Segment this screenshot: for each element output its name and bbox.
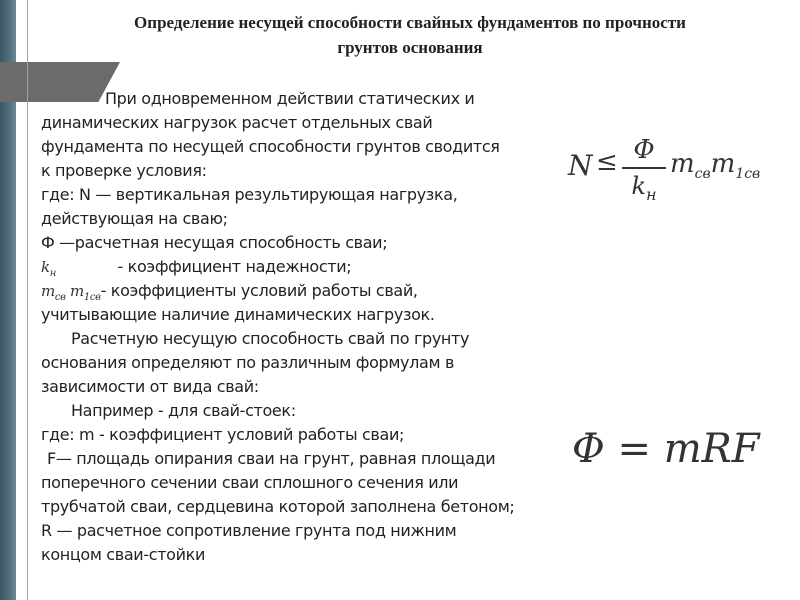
text-line-kn bbox=[41, 255, 541, 279]
text-line: основания определяют по различным формулам в bbox=[41, 353, 455, 372]
text-line: F— площадь опирания сваи на грунт, равная площади bbox=[47, 449, 496, 468]
text-line: где: m - коэффициент условий работы сваи; bbox=[41, 425, 405, 444]
text-line: Расчетную несущую способность свай по грунту bbox=[71, 329, 470, 348]
text-line: зависимости от вида свай: bbox=[41, 377, 259, 396]
m-symbols: $m_{св}$ $m_{1св}$ bbox=[41, 282, 101, 303]
text-line: При одновременном действии статических и bbox=[105, 89, 475, 108]
text-line: действующая на сваю; bbox=[41, 209, 228, 228]
formula-relation: ≤ bbox=[596, 147, 618, 177]
text-line: фундамента по несущей способности грунтов сводится bbox=[41, 137, 500, 156]
text-line-m bbox=[41, 279, 541, 303]
text-line: R — расчетное сопротивление грунта под нижним bbox=[41, 521, 457, 540]
title-line-1: Определение несущей способности свайных фундаментов по прочности bbox=[134, 13, 686, 32]
kn-description: - коэффициент надежности; bbox=[117, 257, 352, 276]
text-line: концом сваи-стойки bbox=[41, 545, 206, 564]
text-line: поперечного сечении сваи сплошного сечения или bbox=[41, 473, 459, 492]
end-bearing-pile-formula: Φ = mRF bbox=[572, 426, 760, 472]
vertical-divider bbox=[27, 0, 28, 600]
text-line: учитывающие наличие динамических нагрузок. bbox=[41, 305, 435, 324]
text-line: Ф —расчетная несущая способность сваи; bbox=[41, 233, 388, 252]
body-text bbox=[41, 87, 541, 567]
fraction-bar bbox=[622, 167, 666, 169]
m-description: - коэффициенты условий работы свай, bbox=[100, 281, 418, 300]
formula-fraction bbox=[622, 135, 666, 210]
kn-symbol: $k_н$ bbox=[41, 258, 56, 279]
formula-denominator: $k_н$ bbox=[631, 172, 657, 204]
formula-factors: $m_{св}m_{1св}$ bbox=[670, 149, 761, 183]
title-line-2: грунтов основания bbox=[337, 38, 483, 57]
text-line: динамических нагрузок расчет отдельных свай bbox=[41, 113, 433, 132]
slide-title bbox=[60, 10, 760, 60]
formula-numerator: Φ bbox=[633, 135, 655, 165]
text-line: где: N — вертикальная результирующая нагрузка, bbox=[41, 185, 458, 204]
text-line: к проверке условия: bbox=[41, 161, 207, 180]
formula-lhs: N bbox=[568, 149, 593, 182]
bearing-capacity-formula bbox=[568, 135, 778, 205]
text-line: трубчатой сваи, сердцевина которой заполнена бетоном; bbox=[41, 497, 515, 516]
text-line: Например - для свай-стоек: bbox=[71, 401, 296, 420]
